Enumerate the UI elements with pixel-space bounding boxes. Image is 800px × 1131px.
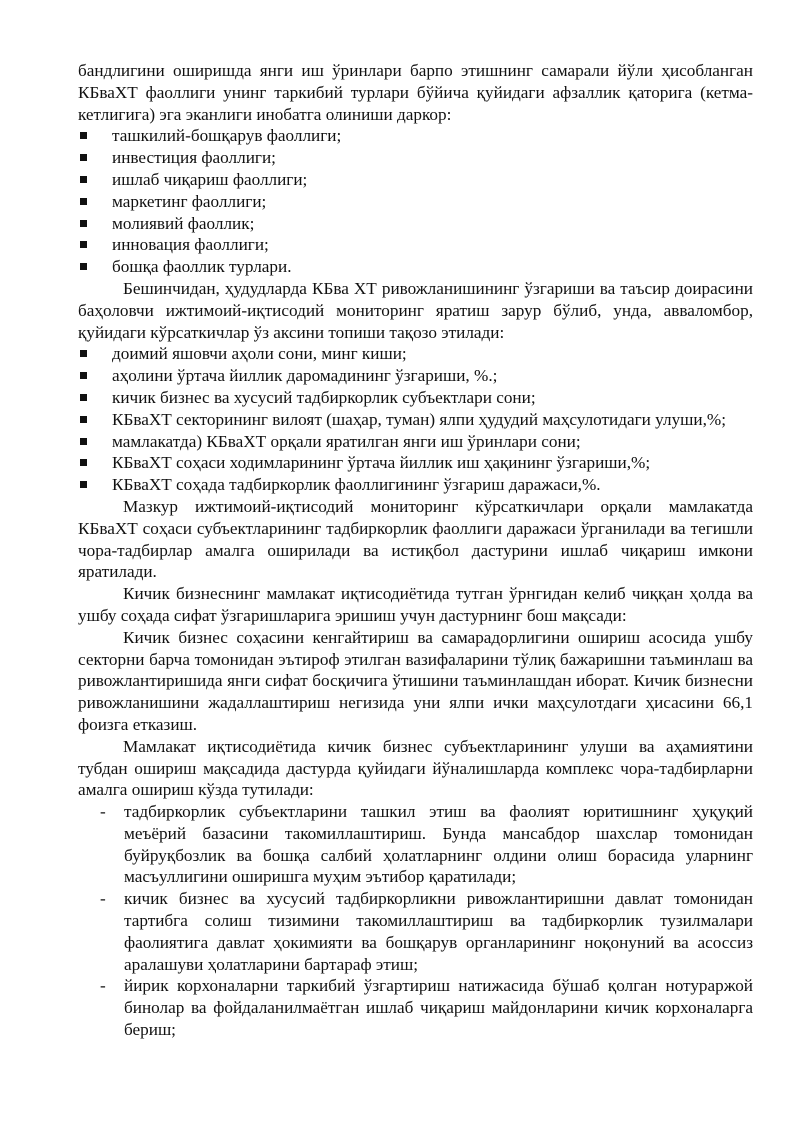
list-item: кичик бизнес ва хусусий тадбиркорлик субъектлари сони;: [78, 387, 753, 409]
list-item: КБваХТ соҳаси ходимларининг ўртача йиллик иш ҳақининг ўзгариши,%;: [78, 452, 753, 474]
paragraph-small-business: Кичик бизнес соҳасини кенгайтириш ва самарадорлигини ошириш асосида ушбу секторни барча томонидан эътироф этилган вазифаларини тўлиқ бажаришни таъминлаш ва ривожлантиришида янги сифат босқичига ўтишини таъминлашдан иборат. Кичик бизнесни ривожланишини жадаллаштириш негизида уни ялпи ички маҳсулотдаги ҳисасини 66,1 фоизга етказиш.: [78, 627, 753, 734]
list-item: маркетинг фаоллиги;: [78, 191, 753, 213]
paragraph-program-goal: Кичик бизнеснинг мамлакат иқтисодиётида тутган ўрнгидан келиб чиққан ҳолда ва ушбу соҳада сифат ўзгаришларига эришиш учун дастурнинг бош мақсади:: [78, 584, 753, 625]
list-item: - тадбиркорлик субъектларини ташкил этиш ва фаолият юритишнинг ҳуқуқий меъёрий базасини такомиллаштириш. Бунда мансабдор шахслар томонидан буйруқбозлик ва бошқа салбий ҳолатларнинг олдини олиш борасида уларнинг масъуллигини оширишга муҳим эътибор қаратилади;: [78, 801, 753, 888]
paragraph-measures: Мамлакат иқтисодиётида кичик бизнес субъектларининг улуши ва аҳамиятини тубдан ошириш мақсадида дастурда қуйидаги йўналишларда комплекс чора-тадбирларни амалга ошириш кўзда тутилади:: [78, 736, 753, 800]
list-item: - кичик бизнес ва хусусий тадбиркорликни ривожлантиришни давлат томонидан тартибга солиш тизимини такомиллаштириш ва тадбиркорлик тузилмалари фаолиятига давлат ҳокимияти ва бошқарув органларининг ноқонуний ва асоссиз аралашуви ҳолатларини бартараф этиш;: [78, 888, 753, 975]
list-item: ташкилий-бошқарув фаоллиги;: [78, 125, 753, 147]
indicators-list: [78, 343, 753, 496]
measures-list: [78, 801, 753, 1041]
list-item: молиявий фаоллик;: [78, 213, 753, 235]
list-item: бошқа фаоллик турлари.: [78, 256, 753, 278]
list-item: мамлакатда) КБваХТ орқали яратилган янги иш ўринлари сони;: [78, 431, 753, 453]
list-item: - йирик корхоналарни таркибий ўзгартириш натижасида бўшаб қолган нотураржой бинолар ва фойдаланилмаётган ишлаб чиқариш майдонларини кичик корхоналарга бериш;: [78, 975, 753, 1040]
list-item: инновация фаоллиги;: [78, 234, 753, 256]
list-item: ишлаб чиқариш фаоллиги;: [78, 169, 753, 191]
document-page: [78, 60, 753, 1041]
paragraph-monitoring: Мазкур ижтимоий-иқтисодий мониторинг кўрсаткичлари орқали мамлакатда КБваХТ соҳаси субъектларининг тадбиркорлик фаоллиги даражаси ўрганилади ва тегишли чора-тадбирлар амалга оширилади ва истиқбол дастурини ишлаб чиқариш имкони яратилади.: [78, 496, 753, 582]
paragraph-fifth: Бешинчидан, ҳудудларда КБва ХТ ривожланишининг ўзгариши ва таъсир доирасини баҳоловчи ижтимоий-иқтисодий мониторинг яратиш зарур бўлиб, унда, авваломбор, қуйидаги кўрсаткичлар ўз аксини топиши тақозо этилади:: [78, 278, 753, 342]
list-item: инвестиция фаоллиги;: [78, 147, 753, 169]
paragraph-intro: бандлигини оширишда янги иш ўринлари барпо этишнинг самарали йўли ҳисобланган КБваХТ фаоллиги унинг таркибий турлари бўйича қуйидаги афзаллик қаторига (кетма-кетлигига) эга эканлиги инобатга олиниши даркор:: [78, 61, 753, 124]
list-item: доимий яшовчи аҳоли сони, минг киши;: [78, 343, 753, 365]
list-item: аҳолини ўртача йиллик даромадининг ўзгариши, %.;: [78, 365, 753, 387]
activity-types-list: [78, 125, 753, 278]
list-item: КБваХТ соҳада тадбиркорлик фаоллигининг ўзгариш даражаси,%.: [78, 474, 753, 496]
list-item: КБваХТ секторининг вилоят (шаҳар, туман) ялпи ҳудудий маҳсулотидаги улуши,%;: [78, 409, 753, 431]
